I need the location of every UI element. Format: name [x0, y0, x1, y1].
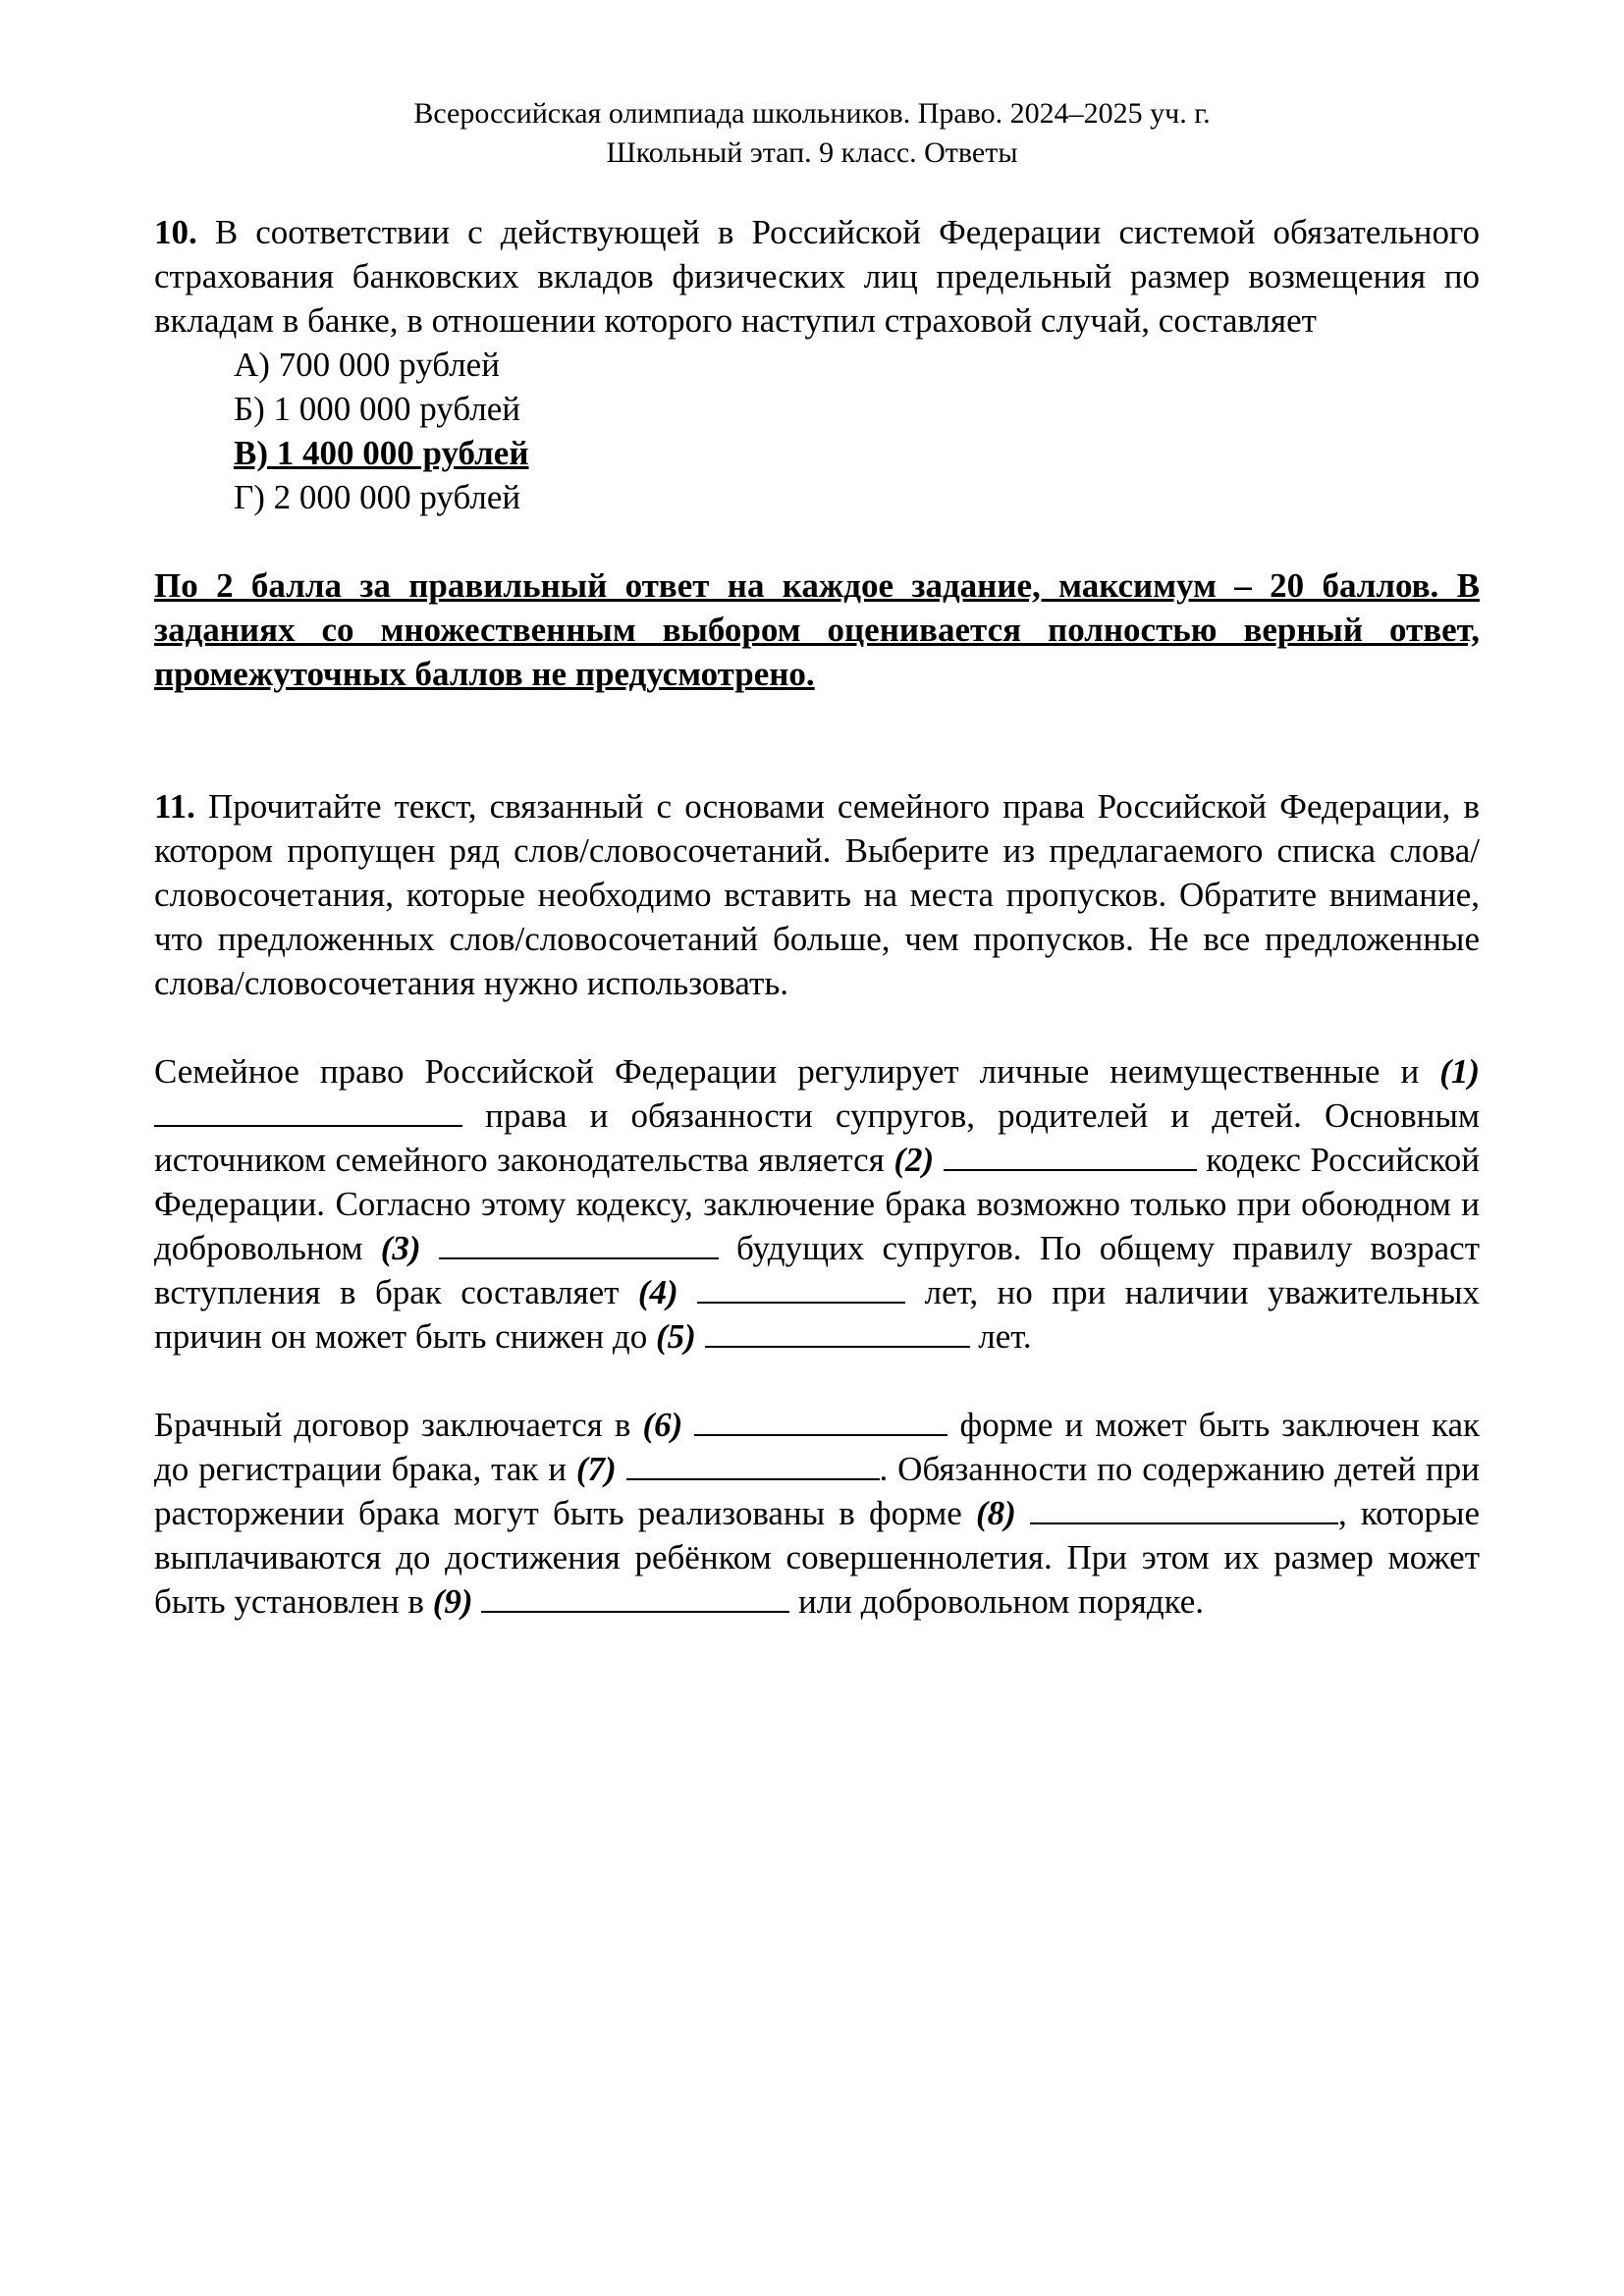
option-v-correct-answer: В) 1 400 000 рублей — [234, 434, 529, 472]
gap-text: . Обязанности по содержанию детей при расторжении брака могут быть реализованы в форме — [154, 1450, 1480, 1532]
gap-text: , которые выплачиваются до достижения ребёнком совершеннолетия. При этом их размер может быть установлен в — [154, 1494, 1481, 1621]
gap-text: Семейное право Российской Федерации регулирует личные неимущественные и — [154, 1052, 1440, 1091]
task-11-instruction — [154, 784, 1480, 1005]
blank-line-9 — [481, 1583, 789, 1613]
page-header — [0, 94, 1624, 173]
task-11-number: 11. — [154, 787, 195, 826]
gap-number-1: (1) — [1439, 1052, 1480, 1091]
task-10-question-text: В соответствии с действующей в Российской Федерации системой обязательного страхования банковских вкладов физических лиц предельный размер возмещения по вкладам в банке, в отношении которого наступил страховой случай, составляет — [154, 213, 1480, 340]
blank-line-4 — [697, 1274, 905, 1304]
gap-paragraph-1 — [154, 1049, 1480, 1359]
gap-number-4: (4) — [637, 1273, 678, 1311]
gap-number-3: (3) — [380, 1229, 421, 1267]
blank-line-7 — [626, 1451, 880, 1480]
blank-line-1 — [154, 1097, 462, 1127]
blank-line-6 — [694, 1407, 947, 1436]
header-line-2: Школьный этап. 9 класс. Ответы — [606, 136, 1018, 169]
gap-number-5: (5) — [655, 1317, 696, 1356]
gap-text: права и обязанности супругов, родителей и детей. Основным источником семейного законодательства является — [154, 1096, 1480, 1179]
blank-line-5 — [705, 1318, 970, 1348]
task-10-options — [154, 343, 1480, 519]
gap-text: лет, но при наличии уважительных причин он может быть снижен до — [154, 1273, 1481, 1356]
gap-text: или добровольном порядке. — [789, 1582, 1205, 1621]
gap-number-6: (6) — [642, 1406, 683, 1444]
scoring-note: По 2 балла за правильный ответ на каждое задание, максимум – 20 баллов. В заданиях со множественным выбором оценивается полностью верный ответ, промежуточных баллов не предусмотрено. — [154, 566, 1480, 693]
gap-number-9: (9) — [432, 1582, 473, 1621]
option-b: Б) 1 000 000 рублей — [234, 390, 520, 428]
option-a: А) 700 000 рублей — [234, 346, 500, 384]
gap-text: Брачный договор заключается в — [154, 1406, 643, 1444]
option-g: Г) 2 000 000 рублей — [234, 478, 521, 516]
gap-text: лет. — [969, 1317, 1032, 1356]
gap-text: кодекс Российской Федерации. Согласно этому кодексу, заключение брака возможно только при обоюдном и добровольном — [154, 1141, 1480, 1267]
document-body — [154, 210, 1480, 1624]
gap-number-8: (8) — [975, 1494, 1016, 1532]
blank-line-2 — [944, 1142, 1197, 1171]
gap-number-2: (2) — [893, 1141, 935, 1179]
blank-line-3 — [439, 1230, 719, 1259]
task-11-instruction-text: Прочитайте текст, связанный с основами семейного права Российской Федерации, в котором пропущен ряд слов/словосочетаний. Выберите из предлагаемого списка слова/словосочетания, которые необходимо вставить на места пропусков. Обратите внимание, что предложенных слов/словосочетаний больше, чем пропусков. Не все предложенные слова/словосочетания нужно использовать. — [154, 787, 1480, 1002]
blank-line-8 — [1030, 1495, 1338, 1524]
gap-number-7: (7) — [575, 1450, 617, 1488]
gap-text: будущих супругов. По общему правилу возраст вступления в брак составляет — [154, 1229, 1480, 1311]
gap-paragraph-2 — [154, 1403, 1480, 1624]
gap-text: форме и может быть заключен как до регистрации брака, так и — [154, 1406, 1481, 1488]
task-11 — [154, 784, 1480, 1624]
task-10-number: 10. — [154, 213, 197, 251]
task-10-question — [154, 210, 1480, 343]
header-line-1: Всероссийская олимпиада школьников. Право. 2024–2025 уч. г. — [413, 97, 1211, 130]
